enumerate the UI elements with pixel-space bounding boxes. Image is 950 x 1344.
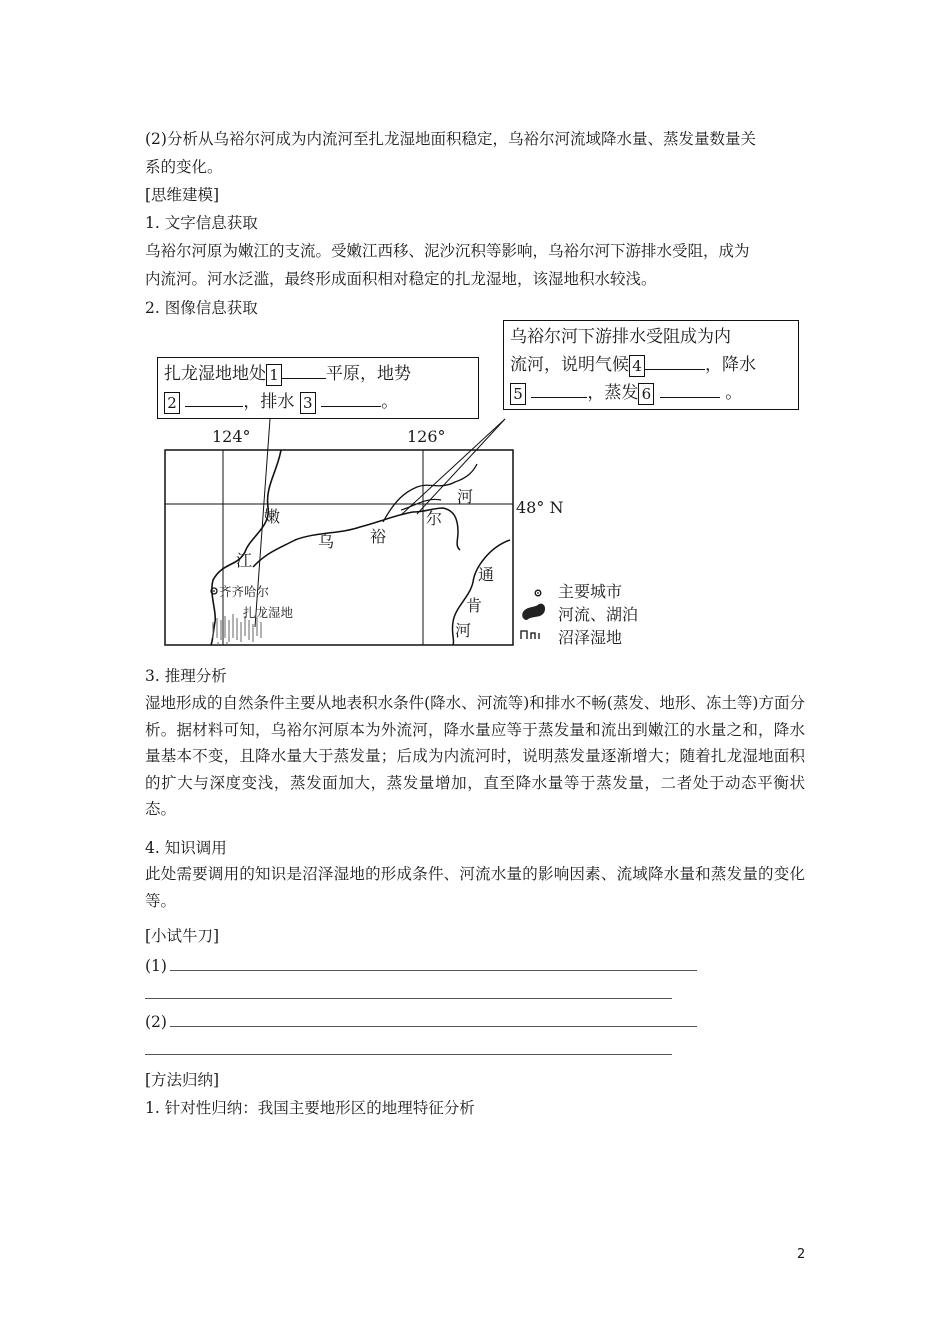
blank-6 [660,381,720,398]
legend-river-label: 河流、湖泊 [558,605,639,624]
callout-right-text-2: ，降水 [705,355,756,375]
legend-city-label: 主要城市 [558,582,623,601]
callout-right-line-1: 乌裕尔河下游排水受阻成为内 [510,327,731,347]
answer-line-2a[interactable] [170,1026,697,1027]
question-line-1: (2)分析从乌裕尔河成为内流河至扎龙湿地面积稳定，乌裕尔河流域降水量、蒸发量数量关 [145,130,756,148]
callout-right-text-1: 流河，说明气候 [510,355,629,375]
river-char-er: 尔 [426,509,443,528]
blank-2 [185,390,243,407]
river-char-tong: 通 [478,565,495,584]
number-box-5: 5 [510,383,526,405]
blank-3 [321,390,381,407]
section-3-text: 湿地形成的自然条件主要从地表积水条件(降水、河流等)和排水不畅(蒸发、地形、冻土等)方面分析。据材料可知，乌裕尔河原本为外流河，降水量应等于蒸发量和流出到嫩江的水量之和，降水量基本不变，且降水量大于蒸发量；后成为内流河时，说明蒸发量逐渐增大；随着扎龙湿地面积的扩大与深度变浅，蒸发面加大，蒸发量增加，直至降水量等于蒸发量，二者处于动态平衡状态。 [145,694,805,818]
river-char-nen: 嫩 [264,507,281,526]
practice-heading: [小试牛刀] [145,927,220,945]
blank-5 [531,381,587,398]
practice-label-2: (2) [145,1013,167,1031]
callout-left-text-3: ，排水 [243,392,295,412]
river-char-he-2: 河 [455,621,472,640]
longitude-124-label: 124° [212,427,251,446]
section-1-title: 1. 文字信息获取 [145,214,258,232]
method-item-1: 1. 针对性归纳：我国主要地形区的地理特征分析 [145,1099,475,1117]
number-box-6: 6 [638,383,654,405]
city-label-qiqihar: 齐齐哈尔 [219,584,270,599]
section-4-title: 4. 知识调用 [145,839,227,857]
answer-line-1a[interactable] [170,970,697,971]
river-char-ken: 肯 [466,596,483,615]
longitude-126-label: 126° [407,427,446,446]
section-3-title: 3. 推理分析 [145,667,227,685]
legend-marsh-icon [521,631,539,639]
blank-1 [282,362,326,379]
number-box-2: 2 [164,392,180,414]
callout-left-text-2: 平原，地势 [326,364,411,384]
callout-right-text-4: 。 [725,383,743,403]
legend-river-icon [522,604,545,620]
blank-4 [645,353,705,370]
number-box-4: 4 [629,355,645,377]
latitude-48n-label: 48° N [516,498,564,517]
callout-left-text-4: 。 [381,392,399,412]
number-box-3: 3 [300,392,316,414]
answer-line-1b[interactable] [145,998,672,999]
callout-box-left [157,357,479,419]
question-line-2: 系的变化。 [145,158,223,176]
section-4-text: 此处需要调用的知识是沼泽湿地的形成条件、河流水量的影响因素、流域降水量和蒸发量的变化等。 [145,865,805,910]
practice-label-1: (1) [145,957,167,975]
section-2-title: 2. 图像信息获取 [145,299,258,317]
number-box-1: 1 [266,364,282,386]
river-char-yu: 裕 [370,527,387,546]
answer-line-2b[interactable] [145,1054,672,1055]
callout-box-right [503,320,799,410]
river-char-jiang: 江 [236,551,253,570]
page-number: 2 [797,1247,806,1262]
modeling-heading: [思维建模] [145,186,220,204]
method-heading: [方法归纳] [145,1071,220,1089]
section-1-line-2: 内流河。河水泛滥，最终形成面积相对稳定的扎龙湿地，该湿地积水较浅。 [145,270,657,288]
section-1-line-1: 乌裕尔河原为嫩江的支流。受嫩江西移、泥沙沉积等影响，乌裕尔河下游排水受阻，成为 [145,242,750,260]
river-char-wu: 乌 [318,532,335,551]
callout-left-text-1: 扎龙湿地地处 [164,364,266,384]
legend-marsh-label: 沼泽湿地 [558,628,623,647]
wetland-label-zhalong: 扎龙湿地 [243,605,294,620]
callout-right-text-3: ，蒸发 [587,383,639,403]
river-char-he: 河 [457,487,474,506]
